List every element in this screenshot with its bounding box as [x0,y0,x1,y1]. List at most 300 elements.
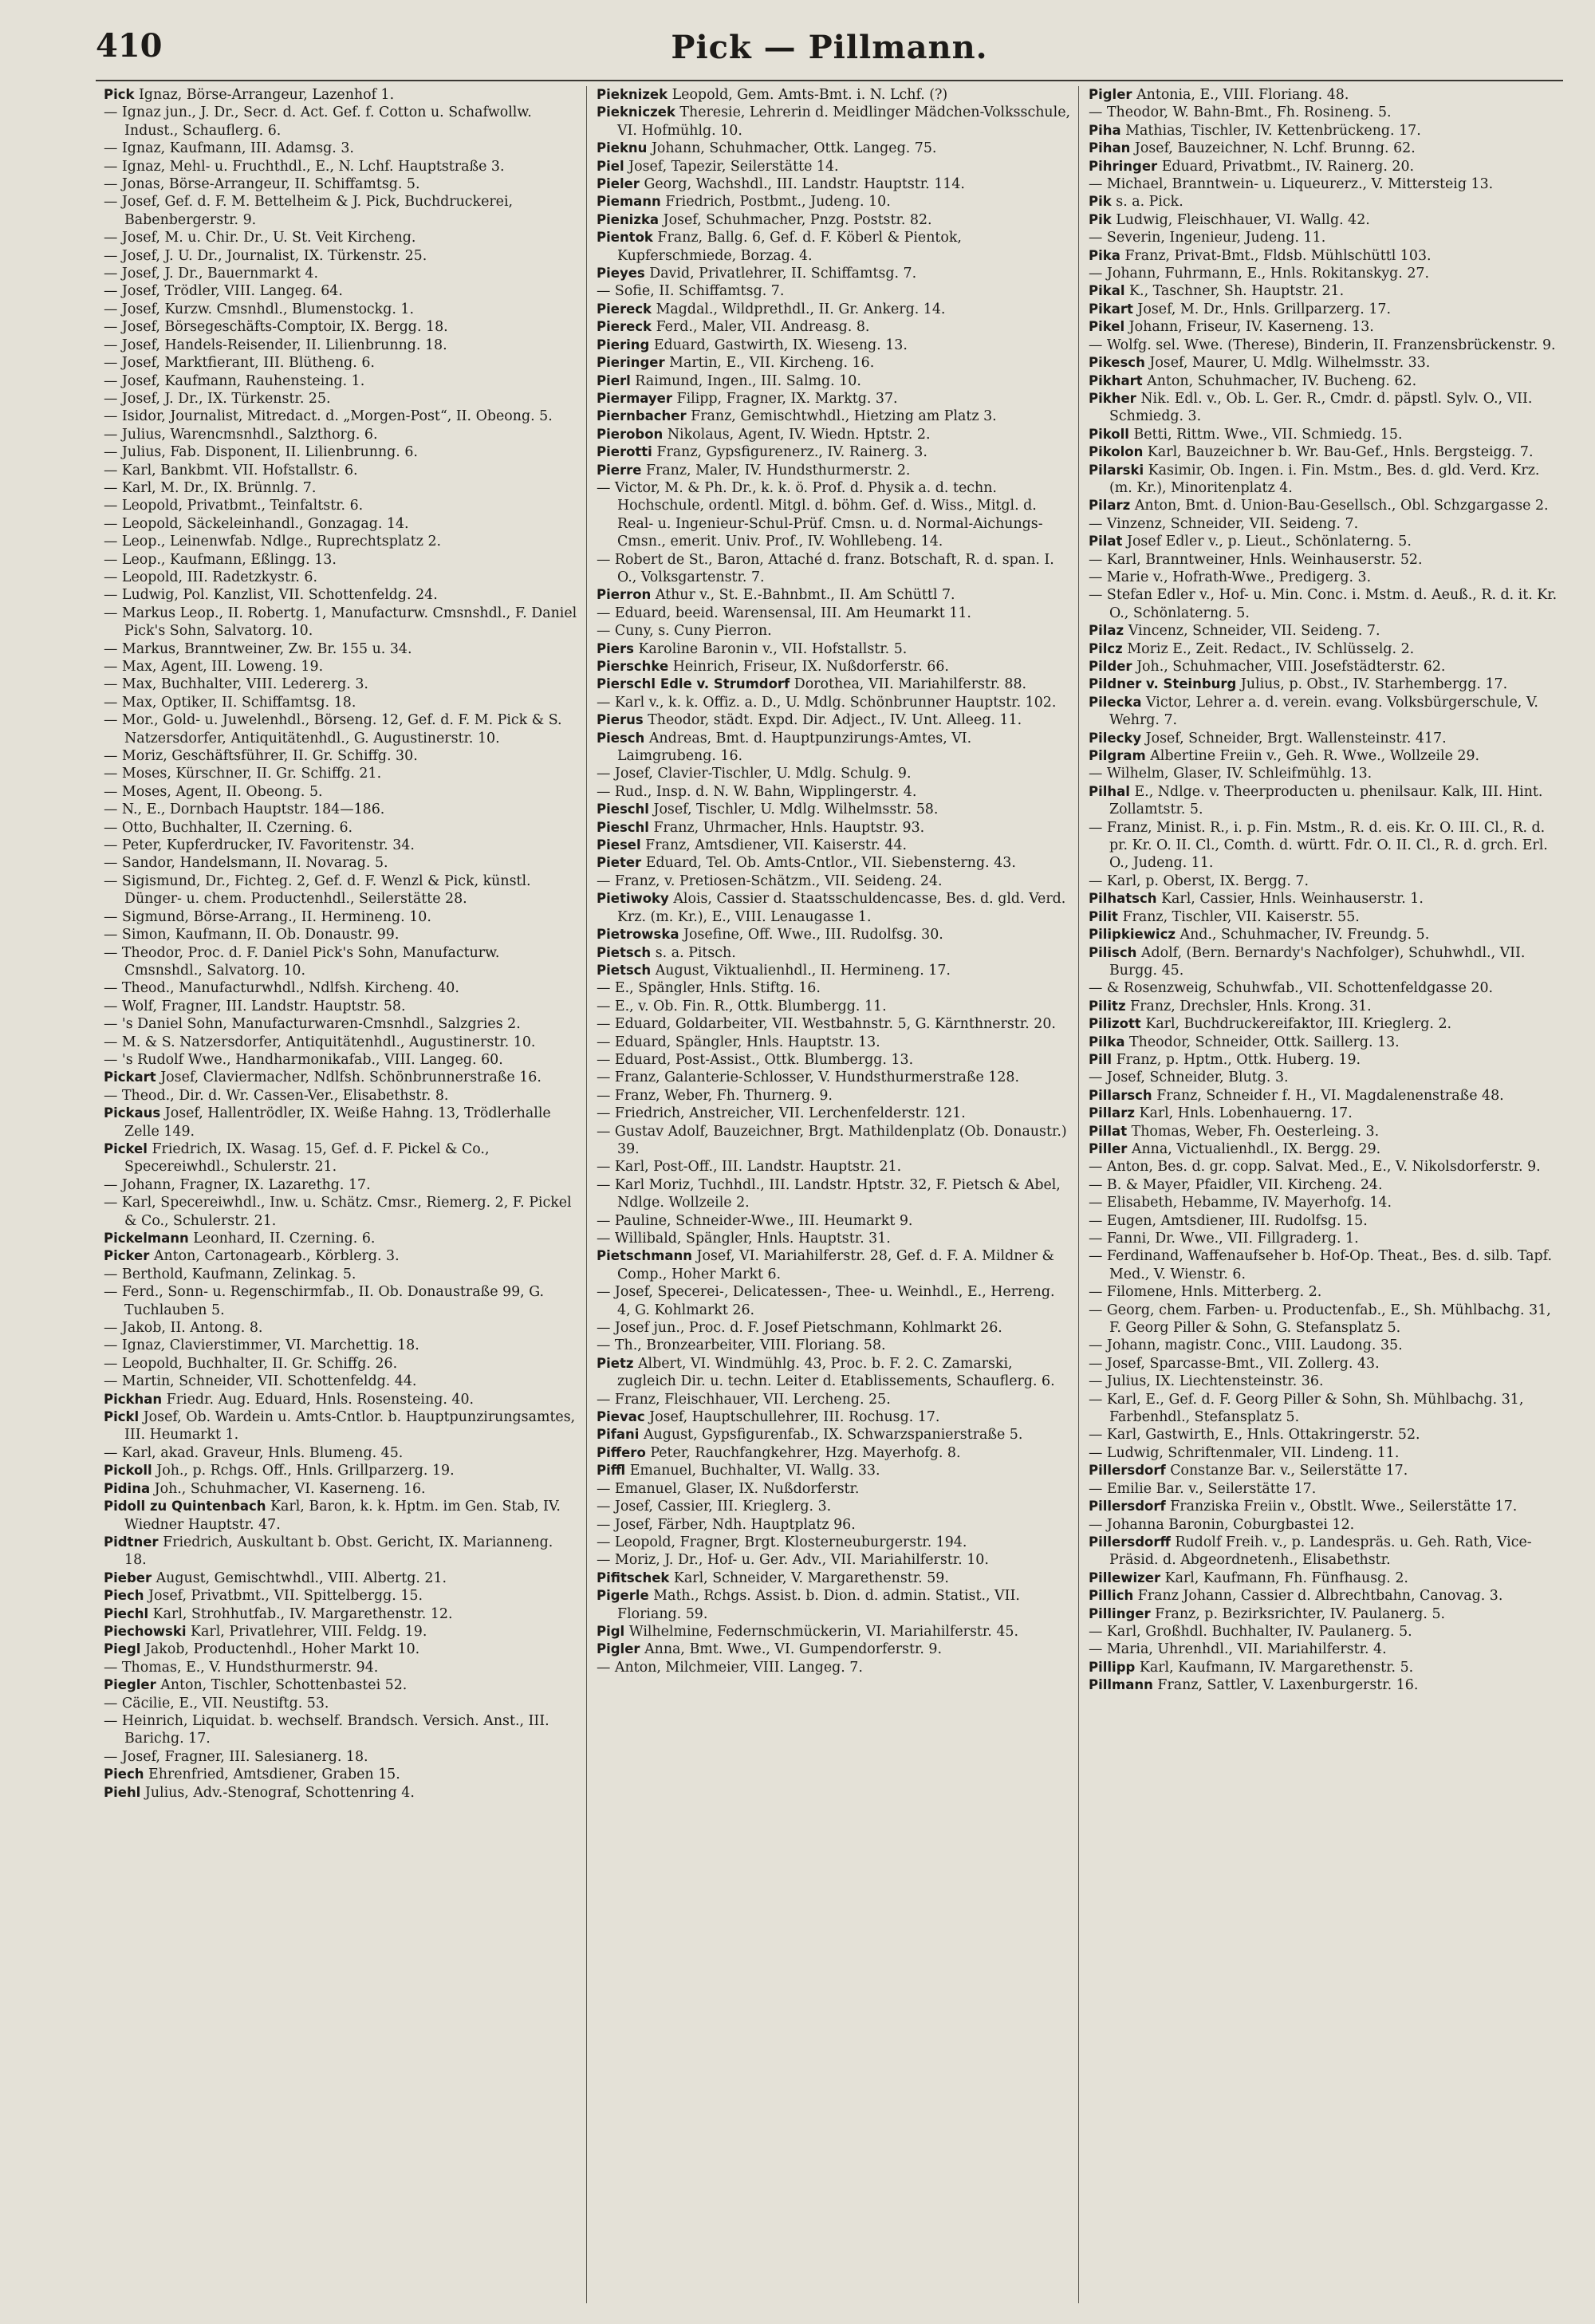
entry-details: — E., Spängler, Hnls. Stiftg. 16. [597,980,821,997]
directory-entry [597,1337,1070,1354]
entry-details: Joh., Schuhmacher, VI. Kaserneng. 16. [154,1480,426,1497]
entry-details: — 's Daniel Sohn, Manufacturwaren-Cmsnhdl., Salzgries 2. [104,1016,521,1033]
directory-entry [597,1534,1070,1551]
entry-details: Anna, Victualienhdl., IX. Bergg. 29. [1131,1140,1381,1157]
entry-details: Karl, Privatlehrer, VIII. Feldg. 19. [191,1623,427,1640]
directory-entry [597,158,1070,175]
directory-entry [104,1069,578,1086]
entry-details: — Moriz, Geschäftsführer, II. Gr. Schiffg. 30. [104,748,418,765]
entry-details: — Jakob, II. Antong. 8. [104,1320,263,1337]
directory-entry [104,265,578,282]
directory-entry [104,819,578,837]
directory-entry [597,1659,1070,1676]
entry-details: — Martin, Schneider, VII. Schottenfeldg. 44. [104,1373,417,1390]
entry-details: Karl, Cassier, Hnls. Weinhauserstr. 1. [1161,891,1424,908]
entry-details: — Moses, Kürschner, II. Gr. Schiffg. 21. [104,766,382,782]
directory-entry [104,1534,578,1570]
directory-entry [104,801,578,818]
directory-entry [597,86,1070,104]
directory-entry [104,337,578,354]
directory-entry [597,1551,1070,1569]
directory-entry [1089,533,1562,550]
entry-details: — N., E., Dornbach Hauptstr. 184—186. [104,802,385,818]
directory-entry [104,605,578,640]
entry-details: Franz, p. Hptm., Ottk. Huberg. 19. [1116,1051,1361,1068]
directory-entry [597,175,1070,193]
entry-surname: Picker [104,1248,150,1264]
directory-entry [1089,676,1562,693]
entry-details: Karl, Bauzeichner b. Wr. Bau-Gef., Hnls. Bergsteigg. 7. [1147,444,1534,461]
entry-details: — Pauline, Schneider-Wwe., III. Heumarkt 9. [597,1212,913,1229]
entry-details: Friedr. Aug. Eduard, Hnls. Rosensteing. 40. [166,1391,475,1408]
entry-surname: Pietz [597,1355,634,1371]
entry-details: — Michael, Branntwein- u. Liqueurerz., V. Mittersteig 13. [1089,176,1494,193]
entry-details: — Karl, E., Gef. d. F. Georg Piller & Sohn, Sh. Mühlbachg. 31, Farbenhdl., Stefansplatz 5. [1089,1391,1524,1426]
directory-entry [597,1391,1070,1408]
entry-details: Josef, VI. Mariahilferstr. 28, Gef. d. F. A. Mildner & Comp., Hoher Markt 6. [617,1248,1055,1282]
directory-entry [104,1784,578,1802]
directory-entry [104,462,578,479]
directory-entry [597,605,1070,622]
entry-surname: Pillersdorf [1089,1499,1166,1515]
entry-details: — M. & S. Natzersdorfer, Antiquitätenhdl., Augustinerstr. 10. [104,1034,536,1050]
entry-surname: Pigler [1089,87,1132,102]
directory-entry [597,819,1070,837]
entry-details: Franz, Gemischtwhdl., Hietzing am Platz 3. [691,408,997,425]
entry-details: Franziska Freiin v., Obstlt. Wwe., Seilerstätte 17. [1170,1499,1518,1515]
directory-entry [597,711,1070,729]
entry-surname: Pierobon [597,426,664,442]
entry-details: Moriz E., Zeit. Redact., IV. Schlüsselg. 2. [1127,640,1415,657]
entry-surname: Piller [1089,1140,1128,1156]
entry-details: Eduard, Tel. Ob. Amts-Cntlor., VII. Siebensterng. 43. [645,855,1016,872]
directory-entry [104,1230,578,1247]
directory-entry [1089,1230,1562,1247]
entry-surname: Pickoll [104,1463,152,1479]
entry-details: — Josef, Börsegeschäfts-Comptoir, IX. Bergg. 18. [104,319,448,336]
directory-entry [104,229,578,246]
entry-surname: Pikoll [1089,426,1129,442]
column-2 [586,86,1078,2303]
directory-entry [1089,247,1562,265]
directory-entry [1089,1587,1562,1605]
entry-surname: Pieschl [597,802,649,817]
entry-details: — Karl, M. Dr., IX. Brünnlg. 7. [104,479,317,496]
entry-surname: Pierl [597,372,631,388]
directory-entry [104,193,578,229]
directory-entry [597,318,1070,336]
directory-entry [104,908,578,926]
directory-entry [597,193,1070,211]
entry-details: — Sigmund, Börse-Arrang., II. Hermineng. 10. [104,908,431,925]
entry-surname: Pietiwoky [597,891,669,907]
entry-details: Franz, Amtsdiener, VII. Kaiserstr. 44. [645,837,908,854]
entry-details: Mathias, Tischler, IV. Kettenbrückeng. 17. [1125,122,1421,139]
entry-details: — Eduard, Spängler, Hnls. Hauptstr. 13. [597,1034,880,1050]
entry-details: — Josef, Kaufmann, Rauhensteing. 1. [104,372,365,389]
entry-details: Karl, Hnls. Lobenhauerng. 17. [1139,1105,1353,1122]
directory-entry [1089,318,1562,336]
entry-details: Ignaz, Börse-Arrangeur, Lazenhof 1. [139,87,395,103]
entry-details: — Johanna Baronin, Coburgbastei 12. [1089,1516,1355,1533]
entry-details: Constanze Bar. v., Seilerstätte 17. [1170,1463,1408,1479]
entry-details: Franz, Schneider f. H., VI. Magdalenenstraße 48. [1156,1087,1504,1104]
entry-details: — Eduard, beeid. Warensensal, III. Am Heumarkt 11. [597,605,971,621]
directory-entry [104,1034,578,1051]
directory-entry [1089,658,1562,676]
directory-entry [597,1283,1070,1319]
directory-entry [104,1498,578,1534]
entry-surname: Piesel [597,837,641,853]
entry-details: — Franz, Weber, Fh. Thurnerg. 9. [597,1087,833,1104]
directory-entry [104,104,578,140]
entry-details: — Emilie Bar. v., Seilerstätte 17. [1089,1480,1317,1497]
entry-details: Josef, Schneider, Brgt. Wallensteinstr. 417. [1145,730,1447,746]
entry-surname: Piechowski [104,1623,187,1639]
entry-surname: Piemann [597,194,661,210]
directory-entry [104,1283,578,1319]
entry-details: Leonhard, II. Czerning. 6. [193,1231,376,1247]
entry-details: Josef, Privatbmt., VII. Spittelbergg. 15. [148,1588,423,1605]
entry-details: Filipp, Fragner, IX. Marktg. 37. [676,390,898,407]
entry-details: — Moses, Agent, II. Obeong. 5. [104,783,323,800]
directory-entry [597,1230,1070,1247]
directory-entry [1089,1373,1562,1390]
entry-details: Friedrich, Auskultant b. Obst. Gericht, IX. Marianneng. 18. [124,1534,553,1569]
directory-entry [597,1158,1070,1176]
directory-entry [1089,1176,1562,1194]
directory-entry [597,1408,1070,1426]
entry-details: — Maria, Uhrenhdl., VII. Mariahilferstr. 4. [1089,1641,1387,1658]
directory-entry [104,711,578,747]
entry-surname: Pigl [597,1623,625,1639]
entry-details: Leopold, Gem. Amts-Bmt. i. N. Lchf. (?) [671,87,948,103]
entry-surname: Pilisch [1089,944,1137,960]
entry-details: Adolf, (Bern. Bernardy's Nachfolger), Schuhwhdl., VII. Burgg. 45. [1109,944,1526,979]
entry-surname: Piereck [597,319,652,335]
entry-details: — Josef, Fragner, III. Salesianerg. 18. [104,1748,368,1765]
directory-entry [597,730,1070,766]
entry-details: — Leopold, Fragner, Brgt. Klosterneuburgerstr. 194. [597,1534,967,1550]
running-title: Pick — Pillmann. [671,29,988,66]
entry-details: Josef Edler v., p. Lieut., Schönlaterng. 5. [1126,534,1412,550]
entry-details: — Karl, Specereiwhdl., Inw. u. Schätz. Cmsr., Riemerg. 2, F. Pickel & Co., Schulerstr. 21. [104,1195,572,1229]
entry-details: Karl, Baron, k. k. Hptm. im Gen. Stab, IV. Wiedner Hauptstr. 47. [124,1499,561,1533]
directory-entry [597,1623,1070,1641]
entry-surname: Pidoll zu Quintenbach [104,1499,266,1515]
entry-details: — Karl, akad. Graveur, Hnls. Blumeng. 45. [104,1444,404,1461]
entry-surname: Pihringer [1089,158,1158,174]
directory-entry [104,1623,578,1641]
directory-entry [597,479,1070,551]
directory-entry [1089,1212,1562,1230]
directory-entry [104,1462,578,1479]
entry-surname: Pillipp [1089,1659,1136,1675]
entry-details: Johann, Schuhmacher, Ottk. Langeg. 75. [651,140,937,157]
entry-details: — Elisabeth, Hebamme, IV. Mayerhofg. 14. [1089,1195,1392,1211]
entry-details: — Eugen, Amtsdiener, III. Rudolfsg. 15. [1089,1212,1368,1229]
entry-details: — Johann, magistr. Conc., VIII. Laudong. 35. [1089,1337,1403,1354]
entry-details: — Sigismund, Dr., Fichteg. 2, Gef. d. F. Wenzl & Pick, künstl. Dünger- u. chem. Productenhdl., Seilerstätte 28. [104,872,531,908]
entry-details: — Anton, Bes. d. gr. copp. Salvat. Med., E., V. Nikolsdorferstr. 9. [1089,1159,1541,1176]
directory-entry [597,229,1070,265]
directory-entry [1089,104,1562,121]
directory-entry [104,175,578,193]
entry-details: — Franz, Minist. R., i. p. Fin. Mstm., R. d. eis. Kr. O. III. Cl., R. d. pr. Kr. O. II. Cl., Comth. d. württ. Fdr. O. II. Cl., R. d. grch. Erl. O., Judeng. 11. [1089,819,1548,872]
entry-surname: Pidina [104,1480,151,1496]
directory-entry [597,1015,1070,1033]
directory-entry [104,747,578,765]
directory-entry [1089,1676,1562,1694]
entry-details: Franz, Tischler, VII. Kaiserstr. 55. [1122,908,1360,925]
entry-details: Karl, Kaufmann, IV. Margarethenstr. 5. [1139,1659,1414,1676]
directory-entry [104,1015,578,1033]
entry-surname: Pigler [597,1641,640,1657]
entry-details: — Josef, Cassier, III. Krieglerg. 3. [597,1499,832,1515]
entry-details: — Willibald, Spängler, Hnls. Hauptstr. 31. [597,1231,891,1247]
entry-details: Theodor, Schneider, Ottk. Saillerg. 13. [1129,1034,1400,1050]
entry-details: Franz, Drechsler, Hnls. Krong. 31. [1130,998,1372,1014]
entry-details: s. a. Pitsch. [655,944,736,961]
entry-details: — Karl, Bankbmt. VII. Hofstallstr. 6. [104,462,358,479]
entry-details: — Julius, Warencmsnhdl., Salzthorg. 6. [104,426,378,443]
directory-entry [104,1105,578,1140]
entry-details: Eduard, Privatbmt., IV. Rainerg. 20. [1161,158,1415,175]
entry-details: — Johann, Fuhrmann, E., Hnls. Rokitanskyg. 27. [1089,266,1430,282]
directory-entry [597,1247,1070,1283]
entry-surname: Piha [1089,122,1121,138]
entry-surname: Pilecka [1089,694,1142,710]
entry-details: — Leopold, Säckeleinhandl., Gonzagag. 14. [104,515,409,532]
directory-entry [597,282,1070,300]
directory-entry [1089,1069,1562,1086]
directory-entry [1089,1570,1562,1587]
entry-surname: Pieyes [597,266,645,282]
entry-details: — Theodor, W. Bahn-Bmt., Fh. Rosineng. 5. [1089,104,1392,121]
entry-surname: Pillmann [1089,1677,1153,1693]
directory-entry [104,1247,578,1265]
entry-details: Magdal., Wildprethdl., II. Gr. Ankerg. 14. [656,301,946,317]
entry-surname: Pikel [1089,319,1125,335]
directory-entry [104,1373,578,1390]
directory-entry [1089,158,1562,175]
directory-entry [597,622,1070,640]
entry-surname: Pieler [597,176,640,192]
entry-surname: Pieknu [597,140,648,156]
entry-details: — Peter, Kupferdrucker, IV. Favoritenstr. 34. [104,837,415,854]
directory-entry [104,1408,578,1444]
entry-details: — Franz, Fleischhauer, VII. Lercheng. 25. [597,1391,891,1408]
directory-entry [597,462,1070,479]
entry-details: — Markus Leop., II. Robertg. 1, Manufacturw. Cmsnshdl., F. Daniel Pick's Sohn, Salvatorg. 10. [104,605,577,640]
entry-details: Theresie, Lehrerin d. Meidlinger Mädchen-Volksschule, VI. Hofmühlg. 10. [617,104,1071,139]
directory-entry [104,86,578,104]
directory-entry [104,354,578,372]
entry-details: Georg, Wachshdl., III. Landstr. Hauptstr. 114. [644,176,965,193]
entry-details: — Theodor, Proc. d. F. Daniel Pick's Sohn, Manufacturw. Cmsnshdl., Salvatorg. 10. [104,944,500,979]
directory-entry [1089,1641,1562,1658]
entry-details: — Jonas, Börse-Arrangeur, II. Schiffamtsg. 5. [104,176,420,193]
directory-entry [597,390,1070,408]
entry-surname: Pilhal [1089,783,1130,799]
directory-entry [1089,301,1562,318]
directory-entry [597,551,1070,587]
directory-entry [1089,1123,1562,1140]
directory-entry [597,1480,1070,1498]
directory-entry [1089,926,1562,943]
entry-details: — Mor., Gold- u. Juwelenhdl., Börseng. 12, Gef. d. F. M. Pick & S. Natzersdorfer, Antiquitätenhdl., G. Augustinerstr. 10. [104,712,562,746]
entry-surname: Pietsch [597,962,652,978]
entry-surname: Pildner v. Steinburg [1089,676,1237,692]
directory-entry [104,408,578,425]
directory-entry [597,1087,1070,1105]
entry-surname: Pifani [597,1427,640,1443]
directory-entry [1089,944,1562,980]
directory-entry [1089,1302,1562,1337]
directory-entry [1089,908,1562,926]
directory-entry [104,1337,578,1354]
directory-entry [104,1051,578,1069]
entry-surname: Pieschl [597,819,649,835]
entry-details: Karl, Buchdruckereifaktor, III. Krieglerg. 2. [1145,1016,1452,1033]
directory-entry [104,658,578,676]
entry-details: — Victor, M. & Ph. Dr., k. k. ö. Prof. d. Physik a. d. techn. Hochschule, ordentl. Mitgl. d. böhm. Gef. d. Wiss., Mitgl. d. Real- u. Ingenieur-Schul-Prüf. Cmsn. u. d. Normal-Aichungs-Cmsn., emerit. Univ. Prof., IV. Wohllebeng. 14. [597,479,1043,550]
directory-entry [1089,1087,1562,1105]
entry-details: — Josef, Clavier-Tischler, U. Mdlg. Schulg. 9. [597,766,912,782]
entry-details: Friedrich, Postbmt., Judeng. 10. [665,194,891,211]
directory-entry [597,1516,1070,1534]
directory-entry [104,1570,578,1587]
directory-entry [1089,890,1562,908]
entry-details: — Georg, chem. Farben- u. Productenfab., E., Sh. Mühlbachg. 31, F. Georg Piller & Sohn, G. Stefansplatz 5. [1089,1302,1551,1337]
directory-entry [597,979,1070,997]
directory-entry [597,1355,1070,1391]
directory-entry [104,533,578,550]
entry-details: — Max, Agent, III. Loweng. 19. [104,659,324,675]
entry-details: Anna, Bmt. Wwe., VI. Gumpendorferstr. 9. [644,1641,943,1658]
entry-surname: Pik [1089,194,1112,210]
directory-entry [104,1266,578,1283]
directory-entry [597,765,1070,782]
directory-entry [597,1319,1070,1337]
entry-surname: Pilarski [1089,462,1144,478]
directory-entry [1089,265,1562,282]
column-3 [1078,86,1570,2303]
entry-surname: Pieter [597,855,642,871]
entry-details: — Leop., Kaufmann, Eßlingg. 13. [104,551,337,568]
directory-entry [104,318,578,336]
directory-entry [1089,1480,1562,1498]
directory-entry [104,282,578,300]
entry-details: — Max, Buchhalter, VIII. Ledererg. 3. [104,676,368,693]
directory-entry [1089,1105,1562,1122]
directory-entry [1089,819,1562,872]
directory-entry [597,1498,1070,1515]
directory-entry [597,998,1070,1015]
entry-surname: Pickelmann [104,1231,189,1246]
entry-surname: Piereck [597,301,652,317]
directory-entry [104,872,578,908]
entry-surname: Pilizott [1089,1016,1141,1032]
entry-details: — Theod., Dir. d. Wr. Cassen-Ver., Elisabethstr. 8. [104,1087,449,1104]
entry-details: — E., v. Ob. Fin. R., Ottk. Blumbergg. 11. [597,998,887,1014]
entry-surname: Piel [597,158,624,174]
entry-details: Ludwig, Fleischhauer, VI. Wallg. 42. [1116,211,1370,228]
entry-surname: Pilitz [1089,998,1126,1014]
entry-surname: Pillich [1089,1588,1134,1604]
entry-details: Karl, Kaufmann, Fh. Fünfhausg. 2. [1164,1570,1408,1586]
directory-entry [1089,998,1562,1015]
entry-details: Franz Johann, Cassier d. Albrechtbahn, Canovag. 3. [1137,1588,1503,1605]
entry-details: — Josef, J. Dr., IX. Türkenstr. 25. [104,390,331,407]
directory-entry [597,640,1070,658]
entry-surname: Pierre [597,462,642,478]
directory-entry [1089,622,1562,640]
directory-entry [597,676,1070,693]
entry-details: — Leopold, Privatbmt., Teinfaltstr. 6. [104,498,364,514]
entry-details: Antonia, E., VIII. Floriang. 48. [1136,87,1349,103]
entry-details: — Josef, Kurzw. Cmsnhdl., Blumenstockg. 1. [104,301,414,317]
entry-details: Josef, Tischler, U. Mdlg. Wilhelmsstr. 58. [653,802,939,818]
entry-details: — Karl, Post-Off., III. Landstr. Hauptstr. 21. [597,1159,902,1176]
entry-details: — Theod., Manufacturwhdl., Ndlfsh. Kircheng. 40. [104,980,459,997]
entry-surname: Pickhan [104,1391,163,1407]
entry-details: — Sandor, Handelsmann, II. Novarag. 5. [104,855,388,872]
entry-details: Emanuel, Buchhalter, VI. Wallg. 33. [629,1463,880,1479]
entry-surname: Piech [104,1588,144,1604]
directory-entry [104,1695,578,1712]
directory-entry [104,783,578,801]
entry-details: — Josef jun., Proc. d. F. Josef Pietschmann, Kohlmarkt 26. [597,1320,1002,1337]
directory-entry [1089,1283,1562,1301]
entry-details: Josef, Hauptschullehrer, III. Rochusg. 17. [649,1409,940,1426]
entry-surname: Pill [1089,1051,1113,1067]
entry-details: — Josef, M. u. Chir. Dr., U. St. Veit Kircheng. [104,230,416,246]
entry-details: Franz, p. Bezirksrichter, IV. Paulanerg. 5. [1155,1605,1446,1622]
directory-entry [1089,426,1562,443]
directory-entry [597,1641,1070,1658]
entry-details: — Severin, Ingenieur, Judeng. 11. [1089,230,1326,246]
directory-entry [104,551,578,569]
directory-entry [104,1659,578,1676]
directory-entry [1089,694,1562,730]
entry-details: — Cäcilie, E., VII. Neustiftg. 53. [104,1695,329,1711]
directory-entry [1089,765,1562,782]
directory-entry [104,158,578,175]
entry-surname: Piech [104,1767,144,1782]
entry-details: — Josef, Sparcasse-Bmt., VII. Zollerg. 43. [1089,1355,1380,1372]
directory-entry [104,1087,578,1105]
entry-details: Anton, Bmt. d. Union-Bau-Gesellsch., Obl. Schzgargasse 2. [1134,498,1549,514]
entry-surname: Pierotti [597,444,652,460]
directory-entry [1089,337,1562,354]
directory-entry [104,1641,578,1658]
entry-surname: Piers [597,640,634,656]
entry-details: Friedrich, IX. Wasag. 15, Gef. d. F. Pickel & Co., Specereiwhdl., Schulerstr. 21. [124,1140,490,1176]
entry-details: — Josef, Schneider, Blutg. 3. [1089,1069,1289,1086]
directory-entry [1089,1051,1562,1069]
entry-details: — Markus, Branntweiner, Zw. Br. 155 u. 34. [104,640,412,657]
entry-details: — Filomene, Hnls. Mitterberg. 2. [1089,1284,1322,1301]
entry-surname: Pillewizer [1089,1570,1161,1585]
entry-details: David, Privatlehrer, II. Schiffamtsg. 7. [649,266,917,282]
entry-details: Albertine Freiin v., Geh. R. Wwe., Wollzeile 29. [1150,748,1480,765]
directory-entry [1089,1605,1562,1623]
directory-entry [104,390,578,408]
directory-entry [1089,640,1562,658]
entry-details: Eduard, Gastwirth, IX. Wieseng. 13. [653,337,908,353]
entry-details: Dorothea, VII. Mariahilferstr. 88. [794,676,1027,693]
